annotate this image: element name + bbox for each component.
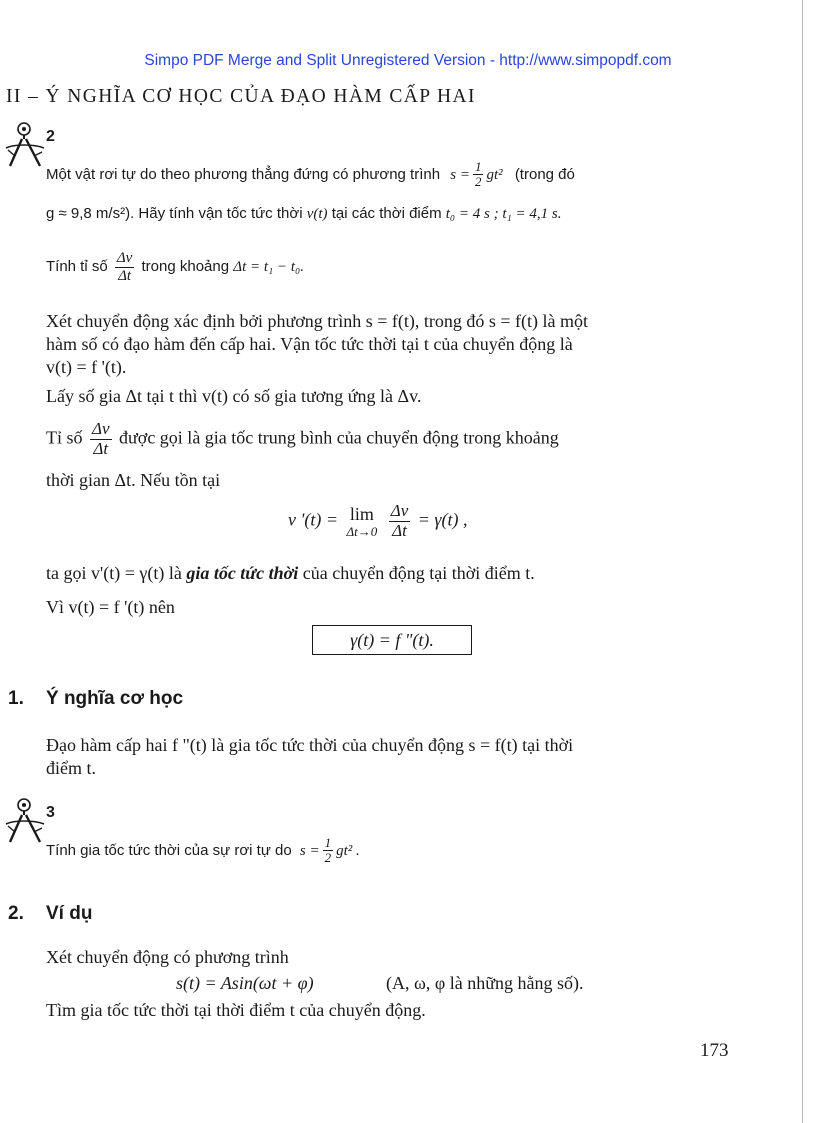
frac-numerator: Δv [116, 250, 133, 266]
instant-acc-term: gia tốc tức thời [186, 563, 299, 583]
paragraph-line: Đạo hàm cấp hai f "(t) là gia tốc tức thời của chuyển động s = f(t) tại thời [46, 735, 574, 755]
paragraph-time-interval: thời gian Δt. Nếu tồn tại [46, 470, 221, 490]
activity-2-interval-text: trong khoảng [141, 257, 230, 275]
section-title: II – Ý NGHĨA CƠ HỌC CỦA ĐẠO HÀM CẤP HAI [6, 86, 476, 107]
activity-3-prompt: Tính gia tốc tức thời của sự rơi tự do [46, 841, 292, 859]
ratio-desc: được gọi là gia tốc trung bình của chuyển động trong khoảng [119, 427, 559, 448]
frac-denominator: 2 [324, 850, 332, 866]
compass-icon [4, 796, 46, 846]
frac-numerator: Δv [390, 501, 409, 520]
activity-2-line-1 [46, 160, 746, 190]
activity-2-vt: v(t) [306, 206, 328, 222]
activity-3-eq-rhs: gt² . [336, 842, 360, 859]
example-equation: s(t) = Asin(ωt + φ) [176, 973, 314, 993]
paragraph-motion-definition [46, 310, 746, 379]
paragraph-since: Vì v(t) = f '(t) nên [46, 597, 175, 617]
paragraph-line: hàm số có đạo hàm đến cấp hai. Vận tốc tức thời tại t của chuyển động là [46, 334, 573, 354]
example-task: Tìm gia tốc tức thời tại thời điểm t của chuyển động. [46, 1000, 426, 1020]
example-equation-note: (A, ω, φ là những hằng số). [386, 973, 584, 993]
limit-lhs: v '(t) = [288, 509, 338, 530]
activity-3-icon [4, 796, 46, 851]
limit-frac [389, 502, 411, 540]
activity-2-text-b: (trong đó [514, 165, 575, 183]
paragraph-line: Xét chuyển động xác định bởi phương trình s = f(t), trong đó s = f(t) là một [46, 311, 589, 331]
instant-acc-text-a: ta gọi v'(t) = γ(t) là [46, 563, 182, 583]
paragraph-line: v(t) = f '(t). [46, 357, 127, 377]
ratio-label: Tỉ số [46, 427, 83, 448]
frac-numerator: Δv [92, 419, 110, 438]
activity-3-eq-frac [323, 836, 334, 866]
activity-2-eq-frac [473, 160, 484, 190]
frac-numerator: 1 [474, 159, 482, 174]
limit-formula [288, 502, 468, 540]
subsection-1-number: 1. [8, 688, 24, 709]
activity-2-gravity-text: g ≈ 9,8 m/s²). Hãy tính vận tốc tức thời [46, 205, 303, 222]
page-number: 173 [700, 1040, 729, 1061]
frac-denominator: Δt [93, 438, 109, 458]
activity-2-line2-text-b: tại các thời điểm [331, 205, 442, 222]
paragraph-line: điểm t. [46, 758, 96, 778]
activity-2-eq-lhs: s = [450, 166, 470, 183]
activity-2-number: 2 [46, 128, 55, 145]
activity-2-eq-rhs: gt² [486, 166, 503, 183]
activity-3-text [46, 836, 360, 866]
limit-subscript: Δt→0 [346, 523, 378, 539]
frac-denominator: Δt [392, 520, 407, 540]
limit-operator [346, 505, 377, 538]
activity-2-line-3 [46, 250, 304, 284]
frac-denominator: Δt [118, 267, 132, 284]
subsection-2-number: 2. [8, 903, 24, 924]
paragraph-average-acceleration [46, 420, 746, 458]
activity-2-icon [4, 120, 46, 175]
activity-2-ratio-frac [115, 250, 134, 284]
ratio-frac [90, 420, 112, 458]
activity-2-times: t₀ = 4 s ; t₁ = 4,1 s. [445, 206, 562, 222]
watermark-text: Simpo PDF Merge and Split Unregistered Version - http://www.simpopdf.com [144, 52, 672, 69]
activity-2-line-2 [46, 205, 561, 223]
page-edge-rule [802, 0, 803, 1123]
boxed-formula: γ(t) = f "(t). [312, 625, 472, 655]
paragraph-instant-acceleration [46, 562, 535, 585]
subsection-1-heading: Ý nghĩa cơ học [46, 688, 184, 709]
subsection-2-heading: Ví dụ [46, 903, 93, 924]
instant-acc-text-b: của chuyển động tại thời điểm t. [302, 563, 535, 583]
limit-rhs: = γ(t) , [417, 509, 468, 530]
activity-2-text-a: Một vật rơi tự do theo phương thẳng đứng có phương trình [46, 165, 441, 183]
paragraph-increment: Lấy số gia Δt tại t thì v(t) có số gia tương ứng là Δv. [46, 386, 422, 406]
compass-icon [4, 120, 46, 170]
activity-3-eq-lhs: s = [299, 842, 320, 859]
frac-numerator: 1 [324, 835, 332, 850]
subsection-1-text [46, 734, 746, 780]
frac-denominator: 2 [474, 174, 482, 190]
activity-2-ratio-text: Tính tỉ số [46, 257, 108, 275]
example-intro: Xét chuyển động có phương trình [46, 947, 289, 967]
activity-3-number: 3 [46, 804, 55, 821]
activity-2-interval-eq: Δt = t₁ − t₀. [233, 258, 304, 275]
limit-word: lim [349, 503, 374, 524]
